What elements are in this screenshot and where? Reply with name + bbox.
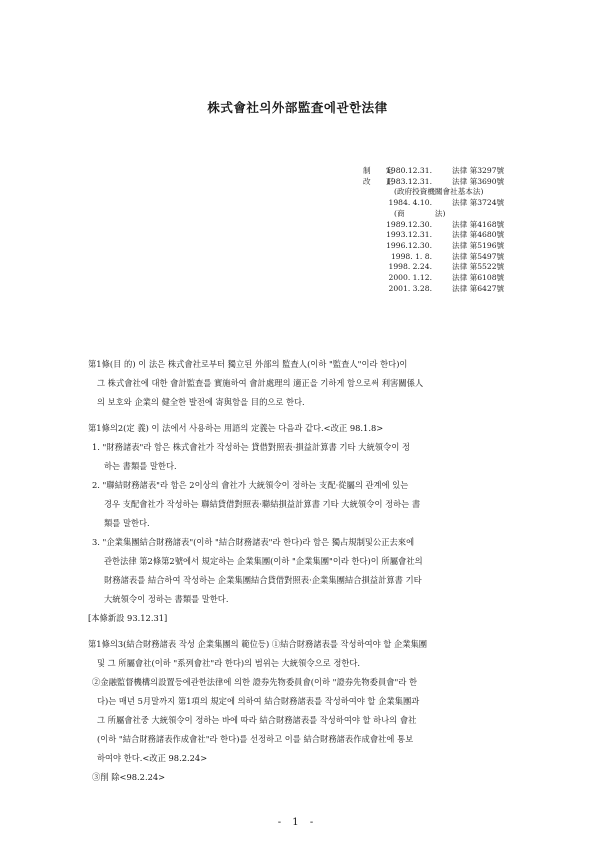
- body-line: 1. "財務諸表"라 함은 株式會社가 작성하는 貸借對照表·損益計算書 기타 大統領令이 정: [92, 442, 410, 452]
- body-line: 類를 말한다.: [104, 518, 150, 528]
- history-date: 2000. 1.12.: [388, 273, 432, 282]
- history-date: 1996.12.30.: [386, 240, 432, 250]
- body-line: (이하 "結合財務諸表作成會社"라 한다)를 선정하고 이를 結合財務諸表作成會社에 통보: [97, 734, 414, 744]
- history-law: 法律 第4168號: [452, 219, 505, 229]
- history-label: 改 正: [363, 176, 394, 186]
- history-date: 2001. 3.28.: [388, 283, 432, 293]
- body-line: 의 보호와 企業의 健全한 발전에 寄與함을 目的으로 한다.: [97, 397, 305, 407]
- body-line: 財務諸表를 結合하여 작성하는 企業集團結合貸借對照表·企業集團結合損益計算書 기타: [104, 575, 422, 585]
- history-law: 法律 第5497號: [452, 251, 505, 261]
- history-date: 1980.12.31.: [386, 166, 432, 175]
- history-law: 法律 第3724號: [452, 198, 505, 208]
- body-line: 관한法律 第2條第2號에서 規定하는 企業集團(이하 "企業集團"이라 한다)이 所屬會社의: [104, 556, 423, 566]
- body-line: 大統領令이 정하는 書類를 말한다.: [104, 594, 229, 604]
- body-line: 경우 支配會社가 작성하는 聯結貸借對照表·聯結損益計算書 기타 大統領令이 정하는 書: [104, 499, 421, 509]
- body-line: 3. "企業集團結合財務諸表"(이하 "結合財務諸表"라 한다)라 함은 獨占規制및公正去來에: [92, 537, 415, 547]
- body-line: 및 그 所屬會社(이하 "系列會社"라 한다)의 범위는 大統領令으로 정한다.: [97, 658, 361, 668]
- body-line: 그 株式會社에 대한 會計監査를 實施하여 會計處理의 適正을 기하게 함으로써 利害關係人: [97, 378, 424, 388]
- page-number: - 1 -: [277, 817, 318, 828]
- body-line: 하는 書類를 말한다.: [104, 461, 177, 471]
- body-line: 第1條(目 的) 이 法은 株式會社로부터 獨立된 外部의 監査人(이하 "監査人"이라 한다)이: [88, 359, 408, 369]
- body-line: 하여야 한다.<改正 98.2.24>: [97, 753, 208, 763]
- body-line: 2. "聯結財務諸表"라 함은 2이상의 會社가 大統領令이 정하는 支配·從屬의 관계에 있는: [92, 480, 409, 490]
- history-date: 1993.12.31.: [386, 230, 432, 240]
- history-date: 1983.12.31.: [386, 176, 432, 186]
- history-law: 法律 第3690號: [452, 176, 505, 186]
- history-date: 1984. 4.10.: [388, 198, 432, 208]
- history-law: 法律 第6108號: [452, 273, 505, 282]
- history-note: (商 法): [394, 208, 446, 218]
- history-law: 法律 第5196號: [452, 240, 505, 250]
- document-title: 株式會社의外部監査에관한法律: [207, 100, 388, 115]
- body-line: 第1條의2(定 義) 이 法에서 사용하는 用語의 定義는 다음과 같다.<改正 98.1.8>: [88, 423, 384, 433]
- history-note: (政府投資機關會社基本法): [394, 187, 484, 197]
- history-date: 1989.12.30.: [386, 219, 432, 229]
- body-line: ②金融監督機構의設置등에관한法律에 의한 證券先物委員會(이하 "證券先物委員會"라 한: [92, 677, 418, 687]
- history-law: 法律 第3297號: [452, 166, 505, 175]
- history-law: 法律 第5522號: [452, 262, 505, 272]
- body-line: [本條新設 93.12.31]: [88, 613, 168, 623]
- body-line: 다)는 매년 5月말까지 第1項의 規定에 의하여 結合財務諸表를 작성하여야 할 企業集團과: [97, 696, 420, 706]
- body-line: ③削 除<98.2.24>: [92, 772, 166, 782]
- body-line: 第1條의3(結合財務諸表 작성 企業集團의 範位등) ①結合財務諸表를 작성하여야 할 企業集團: [88, 639, 428, 649]
- history-label: 制 定: [363, 166, 394, 175]
- history-law: 法律 第6427號: [452, 283, 505, 293]
- body-line: 그 所屬會社중 大統領令이 정하는 바에 따라 結合財務諸表를 작성하여야 할 하나의 會社: [97, 715, 417, 725]
- history-date: 1998. 2.24.: [388, 262, 432, 272]
- history-law: 法律 第4680號: [452, 230, 505, 240]
- history-date: 1998. 1. 8.: [390, 251, 432, 261]
